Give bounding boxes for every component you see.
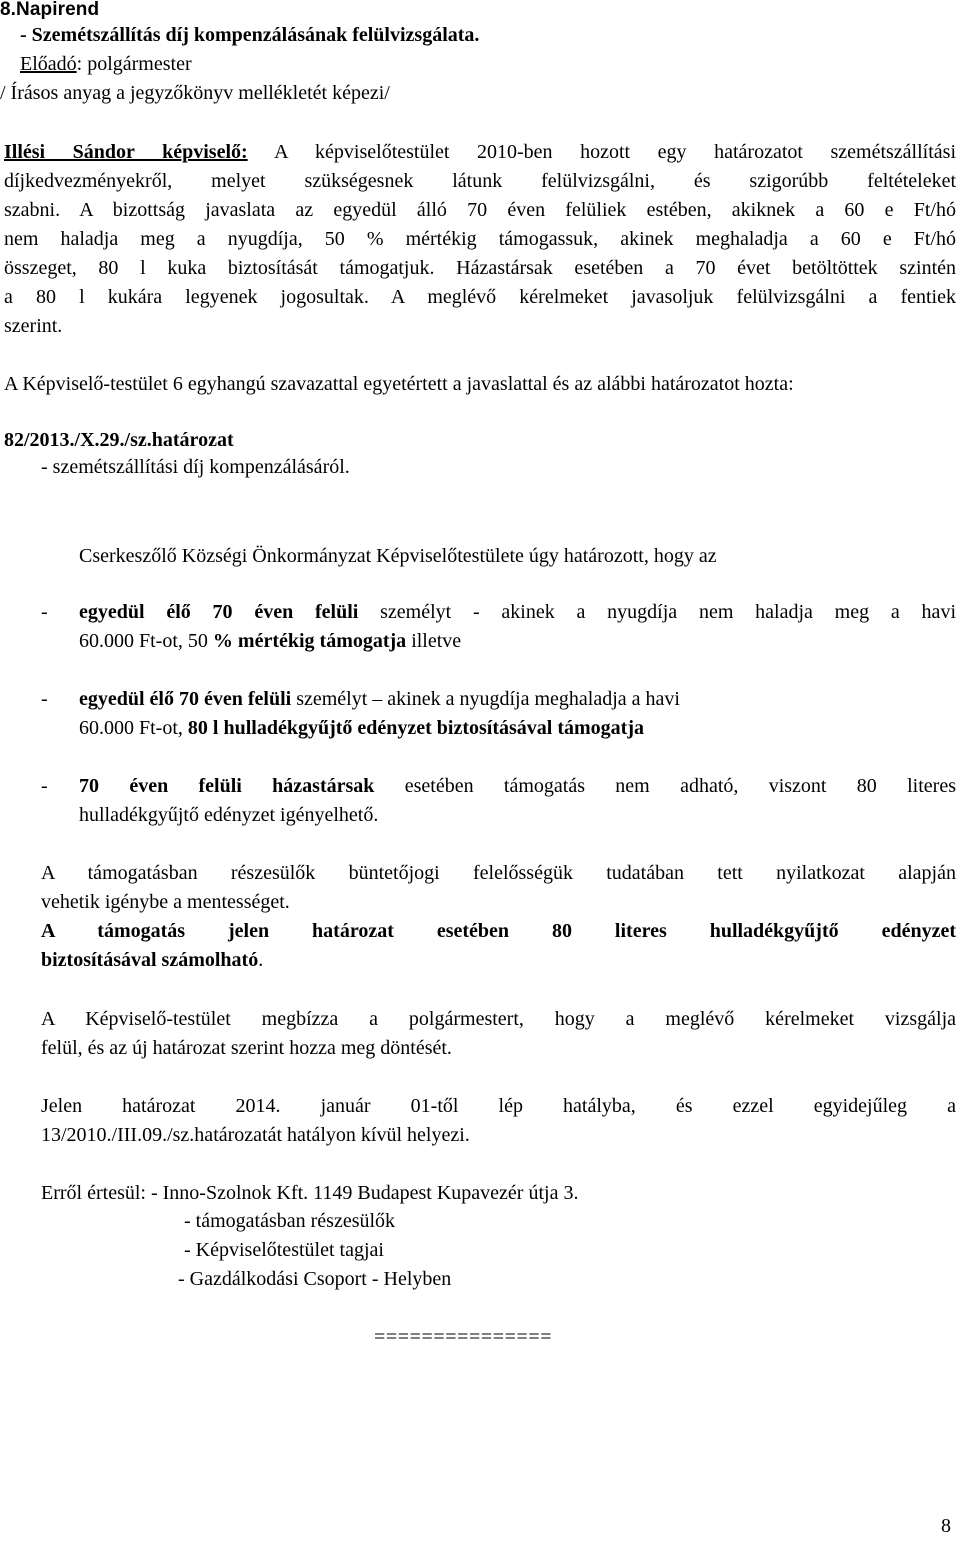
speech-line: díjkedvezményekről, melyet szükségesnek látunk felülvizsgálni, és szigorúbb feltételeket bbox=[4, 170, 956, 192]
item-bold-text: egyedül élő 70 éven felüli bbox=[79, 688, 292, 710]
notify-first-line bbox=[41, 1179, 578, 1208]
item-bold-text: 70 éven felüli házastársak bbox=[79, 775, 375, 797]
list-item bbox=[41, 772, 956, 830]
presenter-label: Előadó bbox=[20, 53, 77, 75]
agenda-title: - Szemétszállítás díj kompenzálásának felülvizsgálata. bbox=[20, 24, 480, 46]
speech-line: a 80 l kukára legyenek jogosultak. A meglévő kérelmeket javasoljuk felülvizsgálni a fentiek bbox=[4, 286, 956, 308]
paragraph-line: felül, és az új határozat szerint hozza meg döntését. bbox=[41, 1037, 452, 1059]
support-paragraph bbox=[41, 859, 956, 917]
item-text: esetében támogatás nem adható, viszont 80 literes bbox=[374, 775, 956, 797]
notify-lead: Erről értesül: bbox=[41, 1182, 146, 1204]
item-bold-text: % mértékig támogatja bbox=[212, 630, 407, 652]
separator: =============== bbox=[374, 1326, 553, 1348]
speech-line: A bizottság javaslata az egyedül álló 70 éven felüliek estében, akiknek a 60 e Ft/hó bbox=[60, 199, 956, 221]
item-text: 60.000 Ft-ot, 50 bbox=[79, 630, 213, 652]
paragraph-line: 13/2010./III.09./sz.határozatát hatályon kívül helyezi. bbox=[41, 1124, 470, 1146]
attachment-note: / Írásos anyag a jegyzőkönyv mellékletét képezi/ bbox=[0, 82, 390, 104]
speech-paragraph bbox=[4, 138, 956, 341]
agenda-number: 8.Napirend bbox=[0, 0, 100, 20]
presenter-line bbox=[20, 50, 192, 79]
paragraph-line: A támogatásban részesülők büntetőjogi felelősségük tudatában tett nyilatkozat alapján bbox=[41, 862, 956, 884]
notify-item: - támogatásban részesülők bbox=[184, 1210, 396, 1232]
speech-line: nem haladja meg a nyugdíja, 50 % mértékig támogassuk, akinek meghaladja a 60 e Ft/hó bbox=[4, 228, 956, 250]
speech-line: szabni. bbox=[4, 199, 61, 221]
effect-paragraph bbox=[41, 1092, 956, 1150]
speech-line: szerint. bbox=[4, 315, 63, 337]
resolution-subject: - szemétszállítási díj kompenzálásáról. bbox=[41, 456, 350, 478]
paragraph-line: Jelen határozat 2014. január 01-től lép hatályba, és ezzel egyidejűleg a bbox=[41, 1095, 956, 1117]
item-bold-text: egyedül élő 70 éven felüli bbox=[79, 601, 359, 623]
item-bold-text: 80 l hulladékgyűjtő edényzet biztosításával támogatja bbox=[187, 717, 644, 739]
list-dash: - bbox=[41, 601, 48, 623]
speech-line: A képviselőtestület 2010-ben hozott egy határozatot szemétszállítási bbox=[247, 141, 957, 163]
item-text: 60.000 Ft-ot, bbox=[79, 717, 188, 739]
notify-item: - Képviselőtestület tagjai bbox=[184, 1239, 384, 1261]
paragraph-line: biztosításával számolható bbox=[41, 949, 259, 971]
speaker-name: Illési Sándor képviselő: bbox=[4, 141, 248, 163]
item-text: hulladékgyűjtő edényzet igényelhető. bbox=[79, 804, 379, 826]
bold-paragraph bbox=[41, 917, 956, 975]
vote-statement: A Képviselő-testület 6 egyhangú szavazattal egyetértett a javaslattal és az alábbi határozatot hozta: bbox=[4, 373, 794, 395]
notify-item: - Gazdálkodási Csoport - Helyben bbox=[178, 1268, 452, 1290]
page-number: 8 bbox=[941, 1515, 951, 1537]
notify-item: - Inno-Szolnok Kft. 1149 Budapest Kupavezér útja 3. bbox=[150, 1182, 579, 1204]
speech-line: összeget, 80 l kuka biztosítását támogatjuk. Házastársak esetében a 70 évet betöltöttek szintén bbox=[4, 257, 956, 279]
item-text: személyt - akinek a nyugdíja nem haladja meg a havi bbox=[358, 601, 956, 623]
resolution-number: 82/2013./X.29./sz.határozat bbox=[4, 429, 234, 451]
paragraph-line: . bbox=[258, 949, 264, 971]
paragraph-line: A támogatás jelen határozat esetében 80 literes hulladékgyűjtő edényzet bbox=[41, 920, 956, 942]
item-text: illetve bbox=[406, 630, 462, 652]
list-item bbox=[41, 598, 956, 656]
presenter-value: : polgármester bbox=[76, 53, 192, 75]
paragraph-line: A Képviselő-testület megbízza a polgármestert, hogy a meglévő kérelmeket vizsgálja bbox=[41, 1008, 956, 1030]
item-text: személyt – akinek a nyugdíja meghaladja a havi bbox=[291, 688, 680, 710]
list-dash: - bbox=[41, 688, 48, 710]
paragraph-line: vehetik igénybe a mentességet. bbox=[41, 891, 290, 913]
resolution-intro: Cserkeszőlő Községi Önkormányzat Képviselőtestülete úgy határozott, hogy az bbox=[79, 545, 717, 567]
list-item bbox=[41, 685, 956, 743]
list-dash: - bbox=[41, 775, 48, 797]
mandate-paragraph bbox=[41, 1005, 956, 1063]
